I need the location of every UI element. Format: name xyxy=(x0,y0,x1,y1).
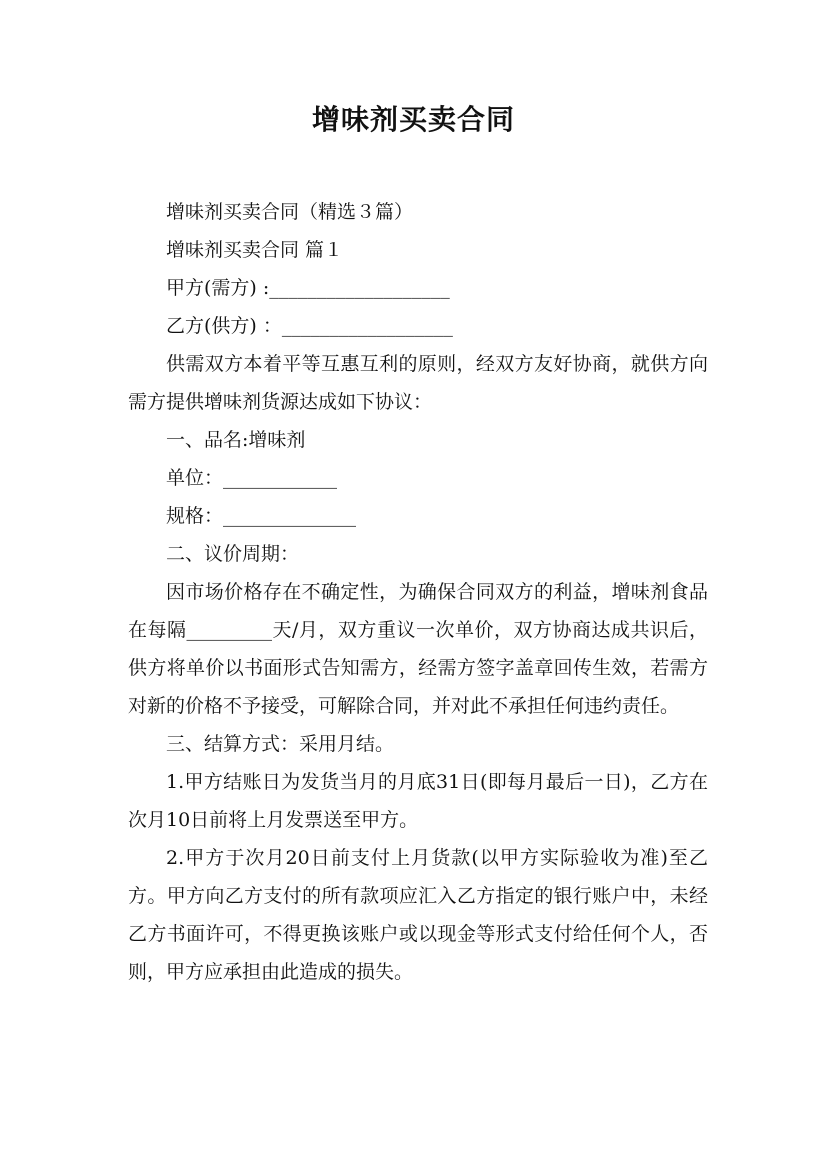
item-product-name xyxy=(128,421,708,459)
paragraph-text: 1.甲方结账日为发货当月的月底31日(即每月最后一日)，乙方在次月10日前将上月发票送至甲方。 xyxy=(128,771,708,831)
party-b-label: 乙方(供方) ： xyxy=(166,315,282,337)
pricing-text-before: 因市场价格存在不确定性，为确保合同双方的利益，增味剂食品在每隔 xyxy=(128,581,708,641)
settlement-clause-2 xyxy=(128,839,708,991)
paragraph-subtitle xyxy=(128,193,708,231)
unit-blank: ____________ xyxy=(223,467,338,489)
party-a-label: 甲方(需方) : xyxy=(166,277,270,299)
paragraph-text: 2.甲方于次月20日前支付上月货款(以甲方实际验收为准)至乙方。甲方向乙方支付的所有款项应汇入乙方指定的银行账户中，未经乙方书面许可，不得更换该账户或以现金等形式支付给任何个人，否则，甲方应承担由此造成的损失。 xyxy=(128,847,708,983)
party-b-line xyxy=(128,307,708,345)
party-a-blank: ___________________ xyxy=(269,277,450,299)
paragraph-text: 供需双方本着平等互惠互利的原则，经双方友好协商，就供方向需方提供增味剂货源达成如下协议： xyxy=(128,353,708,413)
section-settlement xyxy=(128,725,708,763)
paragraph-pricing xyxy=(128,573,708,725)
party-a-line xyxy=(128,269,708,307)
settlement-clause-1 xyxy=(128,763,708,839)
spec-blank: ______________ xyxy=(223,505,357,527)
section-pricing-period xyxy=(128,535,708,573)
paragraph-text: 增味剂买卖合同 篇１ xyxy=(166,239,344,261)
paragraph-text: 增味剂买卖合同（精选３篇） xyxy=(166,201,414,223)
document-title: 增味剂买卖合同 xyxy=(311,103,515,136)
item-unit xyxy=(128,459,708,497)
pricing-blank: _________ xyxy=(186,619,273,641)
spec-label: 规格： xyxy=(166,505,224,527)
paragraph-section-title xyxy=(128,231,708,269)
pricing-text-after: 天/月，双方重议一次单价，双方协商达成共识后，供方将单价以书面形式告知需方，经需方签字盖章回传生效，若需方对新的价格不予接受，可解除合同，并对此不承担任何违约责任。 xyxy=(128,619,708,717)
item-spec xyxy=(128,497,708,535)
document-body xyxy=(128,193,708,991)
party-b-blank: __________________ xyxy=(281,315,453,337)
paragraph-text: 一、品名:增味剂 xyxy=(166,429,306,451)
unit-label: 单位： xyxy=(166,467,224,489)
paragraph-text: 二、议价周期： xyxy=(166,543,300,565)
paragraph-text: 三、结算方式：采用月结。 xyxy=(166,733,395,755)
paragraph-intro xyxy=(128,345,708,421)
